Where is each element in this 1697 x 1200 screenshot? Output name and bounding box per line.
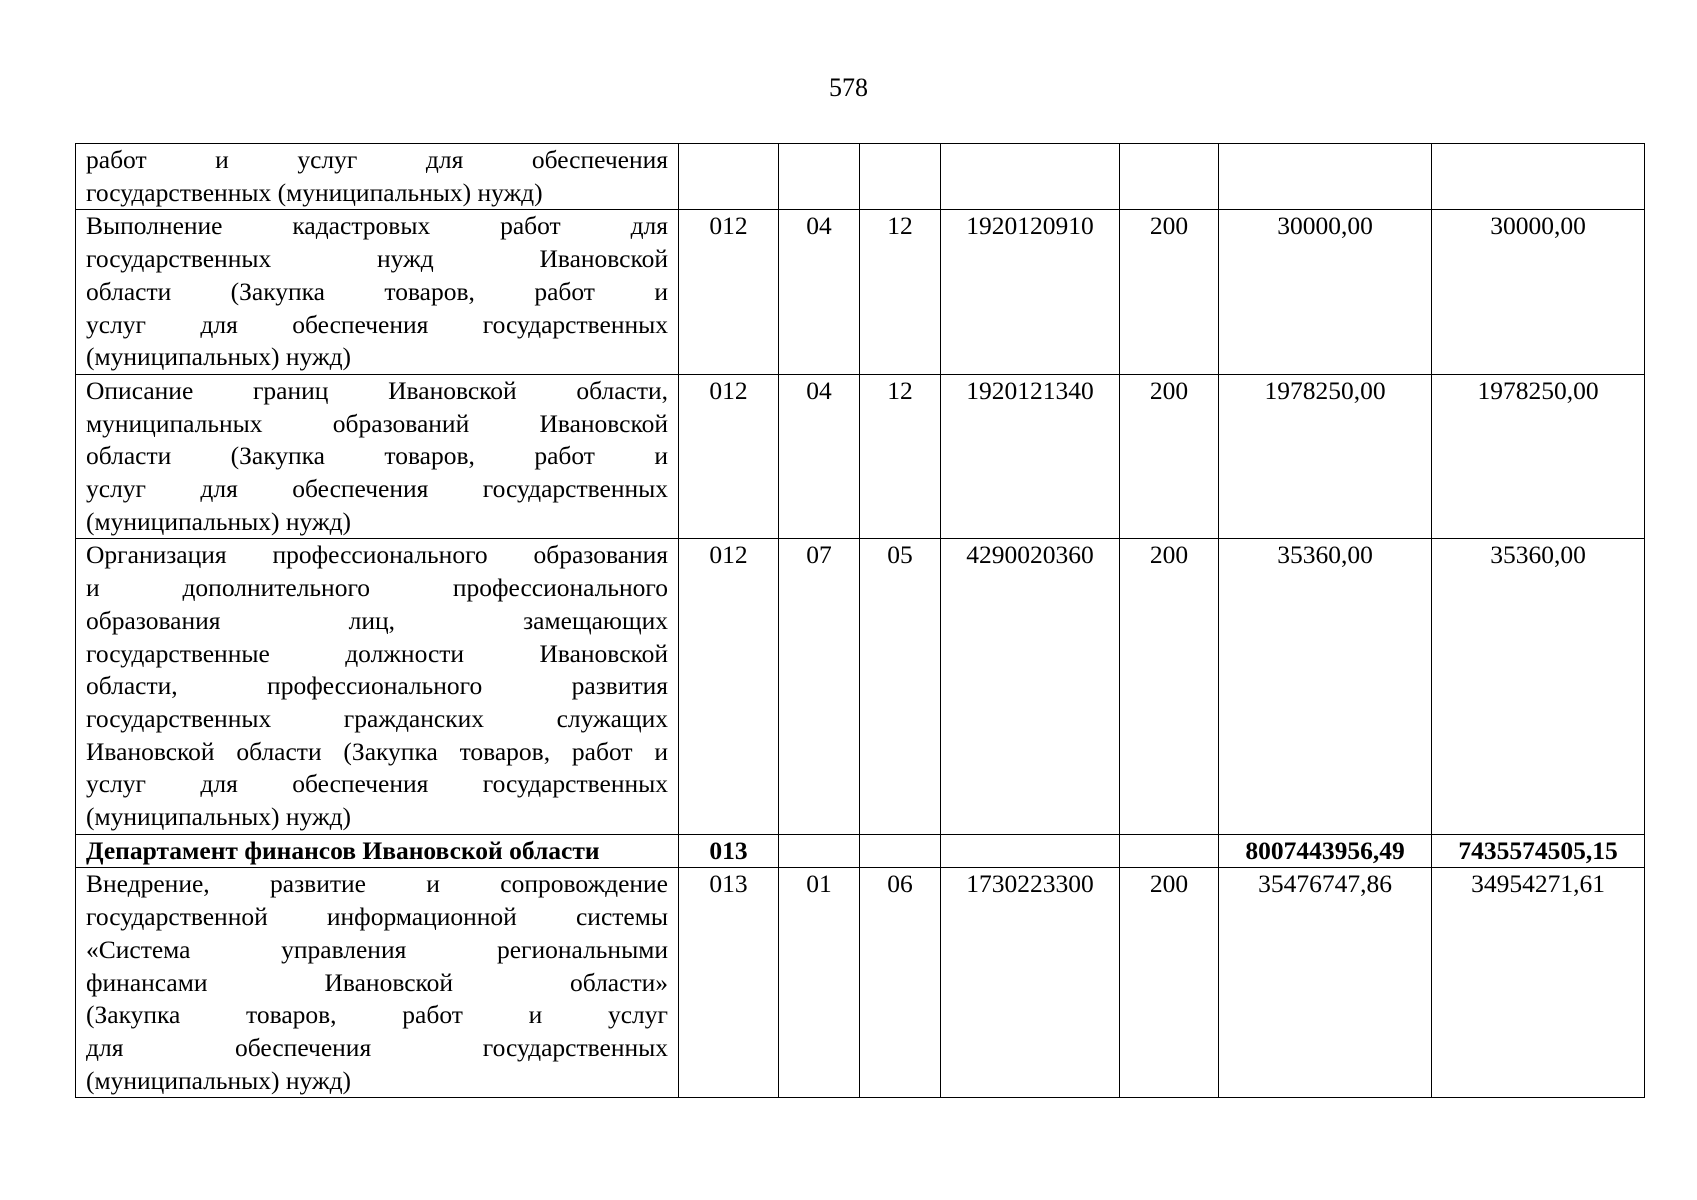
cell-expense-name: [76, 374, 679, 539]
expense-name-line: (Закупка товаров, работ и услуг: [86, 1000, 668, 1030]
cell-section-code: 01: [779, 868, 860, 1098]
cell-expense-type-code: [1120, 834, 1219, 868]
table-row: [76, 834, 1645, 868]
table-body: [76, 144, 1645, 1098]
cell-amount-year-1: 35476747,86: [1219, 868, 1432, 1098]
table-row: [76, 374, 1645, 539]
cell-target-article-code: 4290020360: [941, 539, 1120, 834]
cell-subsection-code: 05: [860, 539, 941, 834]
expense-name-line: для обеспечения государственных: [86, 1032, 668, 1062]
budget-table: [75, 143, 1645, 1098]
cell-amount-year-1: 35360,00: [1219, 539, 1432, 834]
expense-name-line: услуг для обеспечения государственных: [86, 309, 668, 339]
cell-amount-year-1: 8007443956,49: [1219, 834, 1432, 868]
expense-name-line: финансами Ивановской области»: [86, 967, 668, 997]
cell-amount-year-2: 34954271,61: [1432, 868, 1645, 1098]
expense-name-line: Ивановской области (Закупка товаров, работ и: [86, 736, 668, 766]
cell-ved-code: 012: [679, 210, 779, 375]
cell-amount-year-1: 30000,00: [1219, 210, 1432, 375]
expense-name-line: работ и услуг для обеспечения: [86, 145, 668, 174]
expense-name-line: Выполнение кадастровых работ для: [86, 211, 668, 241]
expense-name-line: Описание границ Ивановской области,: [86, 375, 668, 405]
cell-ved-code: 012: [679, 539, 779, 834]
cell-target-article-code: [941, 144, 1120, 210]
cell-subsection-code: [860, 144, 941, 210]
expense-name-line: муниципальных образований Ивановской: [86, 408, 668, 438]
cell-subsection-code: [860, 834, 941, 868]
cell-section-code: 07: [779, 539, 860, 834]
expense-name-line: (муниципальных) нужд): [86, 802, 352, 832]
cell-section-code: [779, 144, 860, 210]
cell-amount-year-2: 35360,00: [1432, 539, 1645, 834]
cell-expense-type-code: [1120, 144, 1219, 210]
cell-section-code: 04: [779, 374, 860, 539]
expense-name-line: и дополнительного профессионального: [86, 573, 668, 603]
cell-expense-type-code: 200: [1120, 374, 1219, 539]
cell-subsection-code: 12: [860, 374, 941, 539]
cell-ved-code: 013: [679, 868, 779, 1098]
cell-expense-name: [76, 834, 679, 868]
cell-expense-type-code: 200: [1120, 539, 1219, 834]
cell-section-code: [779, 834, 860, 868]
expense-name-line: области, профессионального развития: [86, 671, 668, 701]
cell-ved-code: 013: [679, 834, 779, 868]
cell-amount-year-2: 1978250,00: [1432, 374, 1645, 539]
cell-amount-year-1: [1219, 144, 1432, 210]
cell-subsection-code: 06: [860, 868, 941, 1098]
cell-target-article-code: 1920121340: [941, 374, 1120, 539]
cell-amount-year-2: [1432, 144, 1645, 210]
expense-name-line: государственных нужд Ивановской: [86, 244, 668, 274]
expense-name-line: Внедрение, развитие и сопровождение: [86, 869, 668, 899]
cell-amount-year-1: 1978250,00: [1219, 374, 1432, 539]
cell-ved-code: [679, 144, 779, 210]
table-row: [76, 144, 1645, 210]
cell-ved-code: 012: [679, 374, 779, 539]
expense-name-line: Организация профессионального образования: [86, 540, 668, 570]
expense-name-line: «Система управления региональными: [86, 934, 668, 964]
cell-expense-name: [76, 539, 679, 834]
expense-name-line: государственных гражданских служащих: [86, 703, 668, 733]
cell-amount-year-2: 30000,00: [1432, 210, 1645, 375]
expense-name-line: (муниципальных) нужд): [86, 342, 352, 372]
expense-name-line: (муниципальных) нужд): [86, 506, 352, 536]
expense-name-line: услуг для обеспечения государственных: [86, 769, 668, 799]
expense-name-line: государственной информационной системы: [86, 902, 668, 932]
table-row: [76, 539, 1645, 834]
cell-section-code: 04: [779, 210, 860, 375]
expense-name-line: образования лиц, замещающих: [86, 605, 668, 635]
cell-target-article-code: 1730223300: [941, 868, 1120, 1098]
table-row: [76, 210, 1645, 375]
expense-name-line: Департамент финансов Ивановской области: [86, 835, 600, 865]
cell-expense-name: [76, 144, 679, 210]
cell-subsection-code: 12: [860, 210, 941, 375]
expense-name-line: государственных (муниципальных) нужд): [86, 177, 543, 207]
cell-expense-name: [76, 210, 679, 375]
table-row: [76, 868, 1645, 1098]
cell-target-article-code: [941, 834, 1120, 868]
expense-name-line: области (Закупка товаров, работ и: [86, 276, 668, 306]
cell-expense-name: [76, 868, 679, 1098]
cell-expense-type-code: 200: [1120, 210, 1219, 375]
cell-expense-type-code: 200: [1120, 868, 1219, 1098]
cell-target-article-code: 1920120910: [941, 210, 1120, 375]
page-number: 578: [829, 73, 868, 102]
expense-name-line: области (Закупка товаров, работ и: [86, 441, 668, 471]
expense-name-line: услуг для обеспечения государственных: [86, 474, 668, 504]
expense-name-line: (муниципальных) нужд): [86, 1065, 352, 1095]
cell-amount-year-2: 7435574505,15: [1432, 834, 1645, 868]
expense-name-line: государственные должности Ивановской: [86, 638, 668, 668]
